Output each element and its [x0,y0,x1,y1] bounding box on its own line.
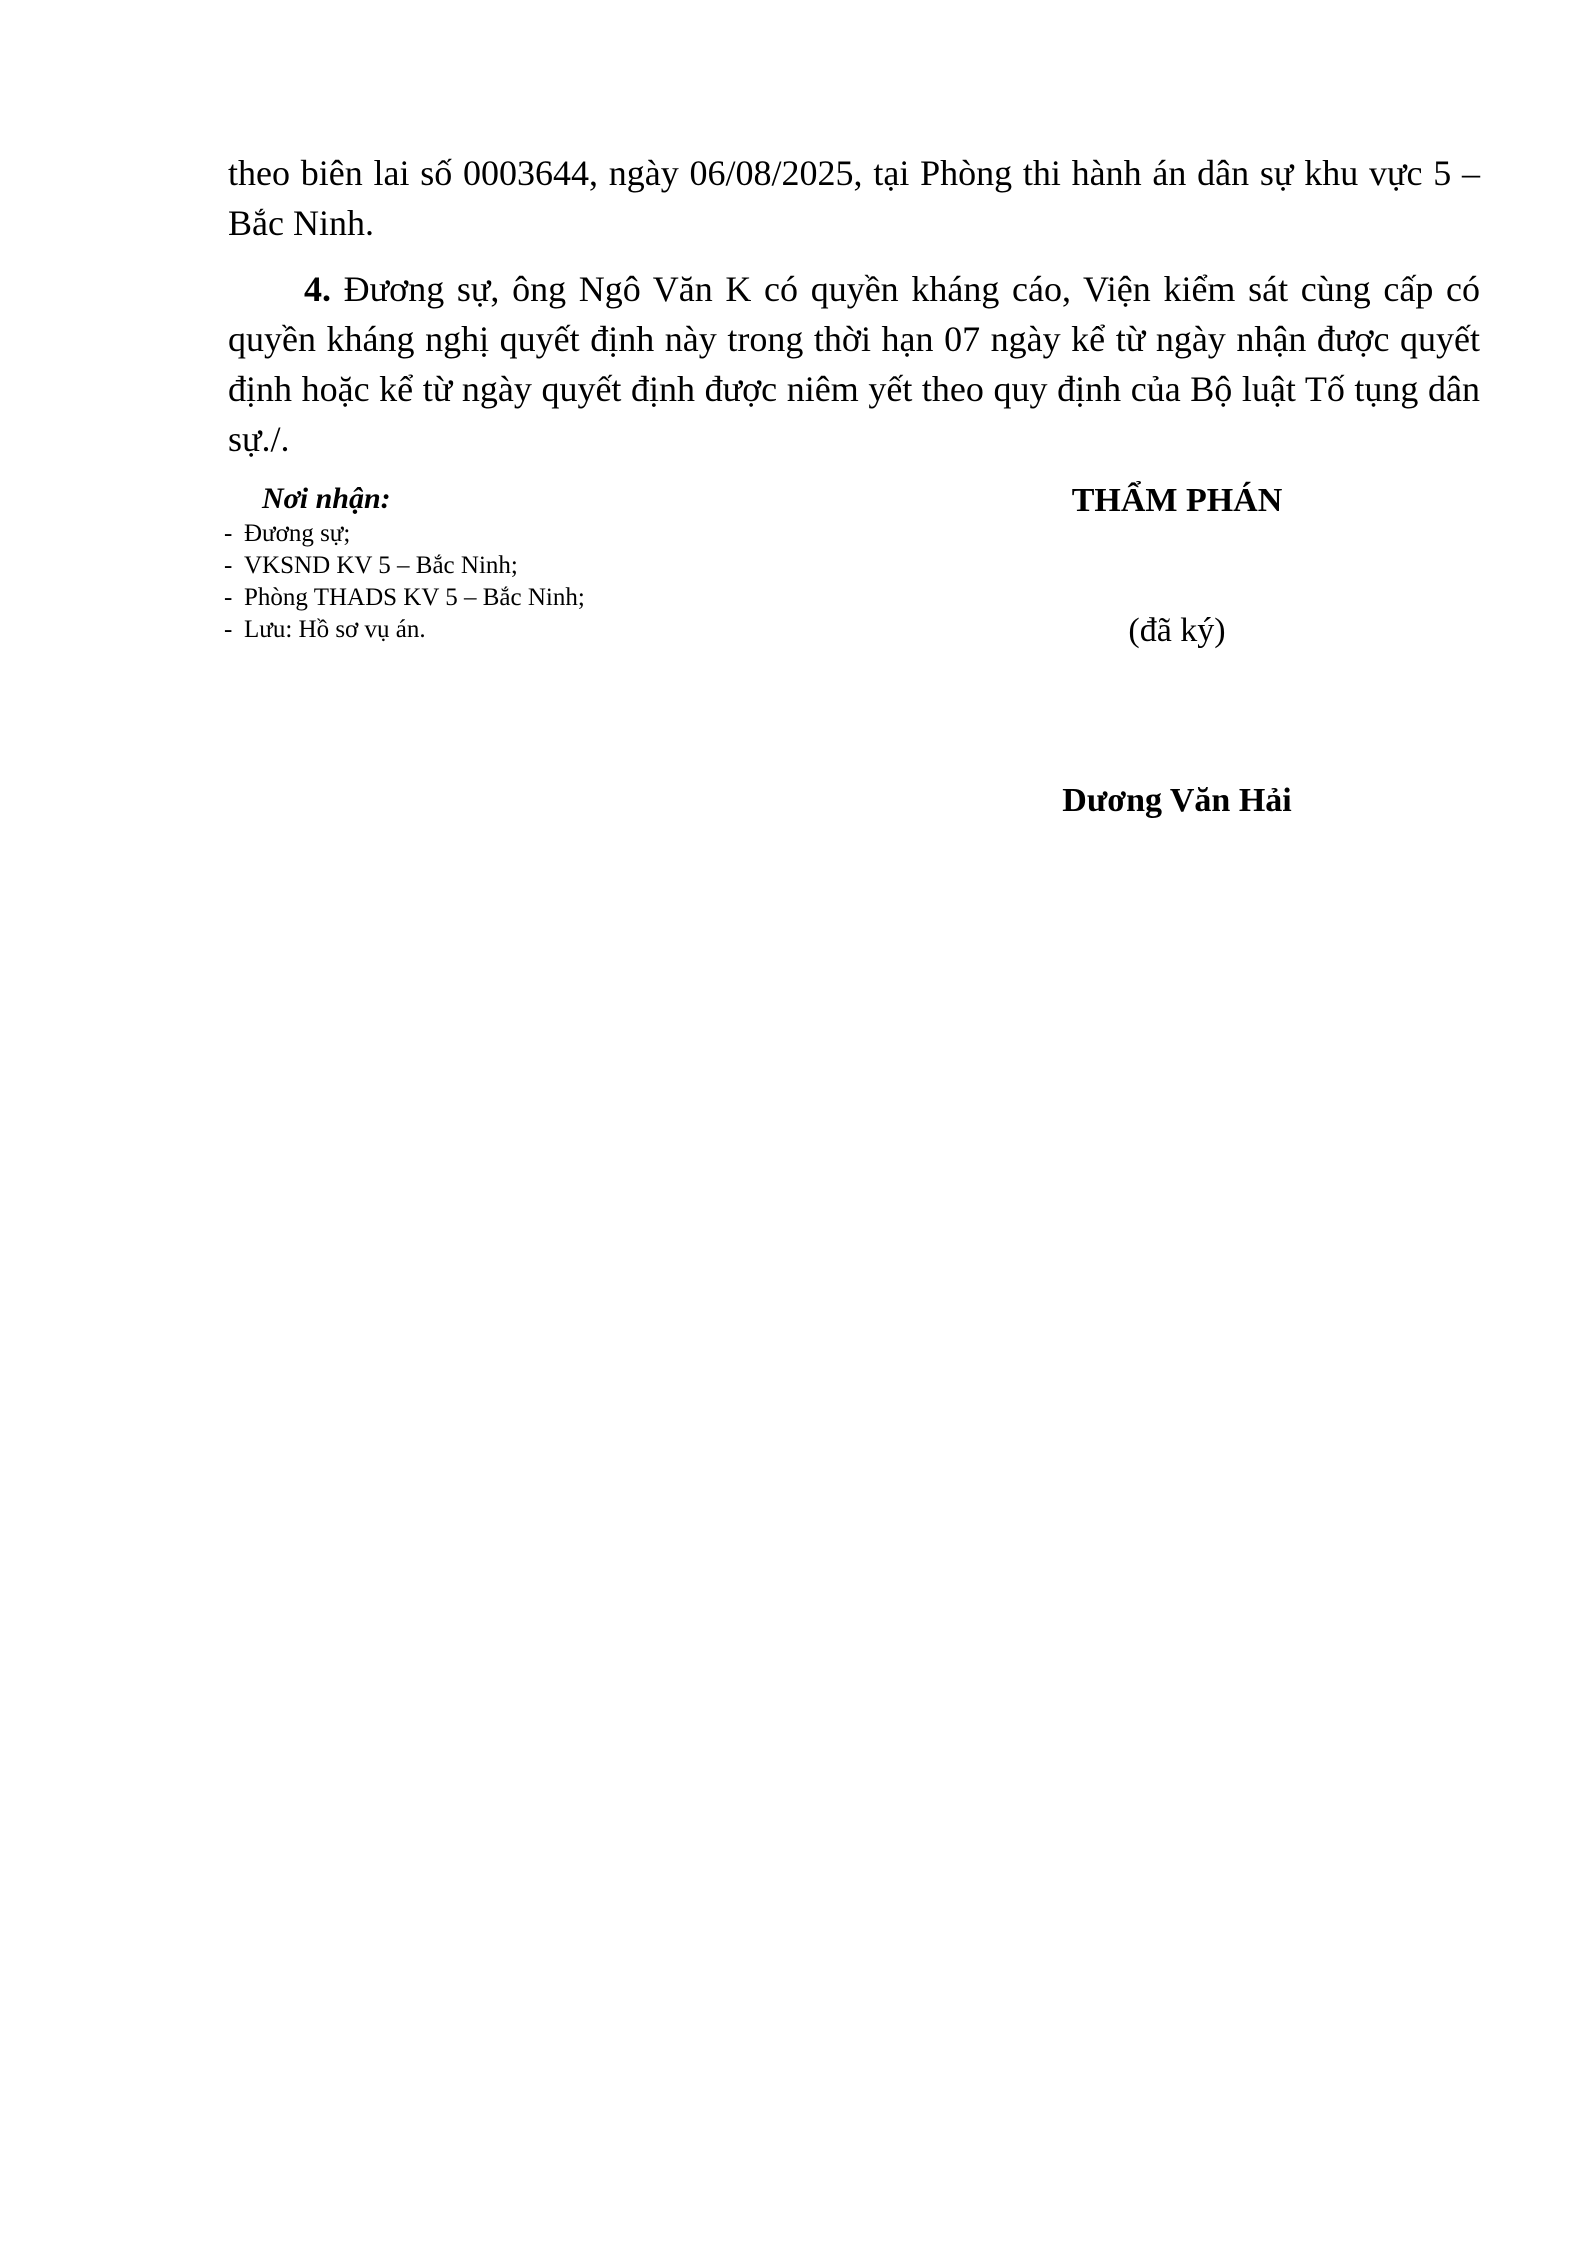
paragraph-number: 4. [304,269,331,309]
signature-note: (đã ký) [1128,612,1226,649]
recipient-list [222,518,782,646]
recipient-item: - Lưu: Hồ sơ vụ án. [222,614,782,646]
signer-name: Dương Văn Hải [1062,782,1292,819]
paragraph-appeal-rights [228,264,1480,464]
recipient-item: - Phòng THADS KV 5 – Bắc Ninh; [222,582,782,614]
recipients-heading: Nơi nhận: [262,482,391,515]
paragraph-text: Đương sự, ông Ngô Văn K có quyền kháng cáo, Viện kiểm sát cùng cấp có quyền kháng nghị quyết định này trong thời hạn 07 ngày kể từ ngày nhận được quyết định hoặc kể từ ngày quyết định được niêm yết theo quy định của Bộ luật Tố tụng dân sự./. [228,269,1480,459]
paragraph-receipt: theo biên lai số 0003644, ngày 06/08/2025, tại Phòng thi hành án dân sự khu vực 5 – Bắc Ninh. [228,153,1480,243]
recipients-block [222,480,782,646]
recipient-item: - VKSND KV 5 – Bắc Ninh; [222,550,782,582]
signature-title: THẨM PHÁN [1071,482,1283,519]
recipient-item: - Đương sự; [222,518,782,550]
